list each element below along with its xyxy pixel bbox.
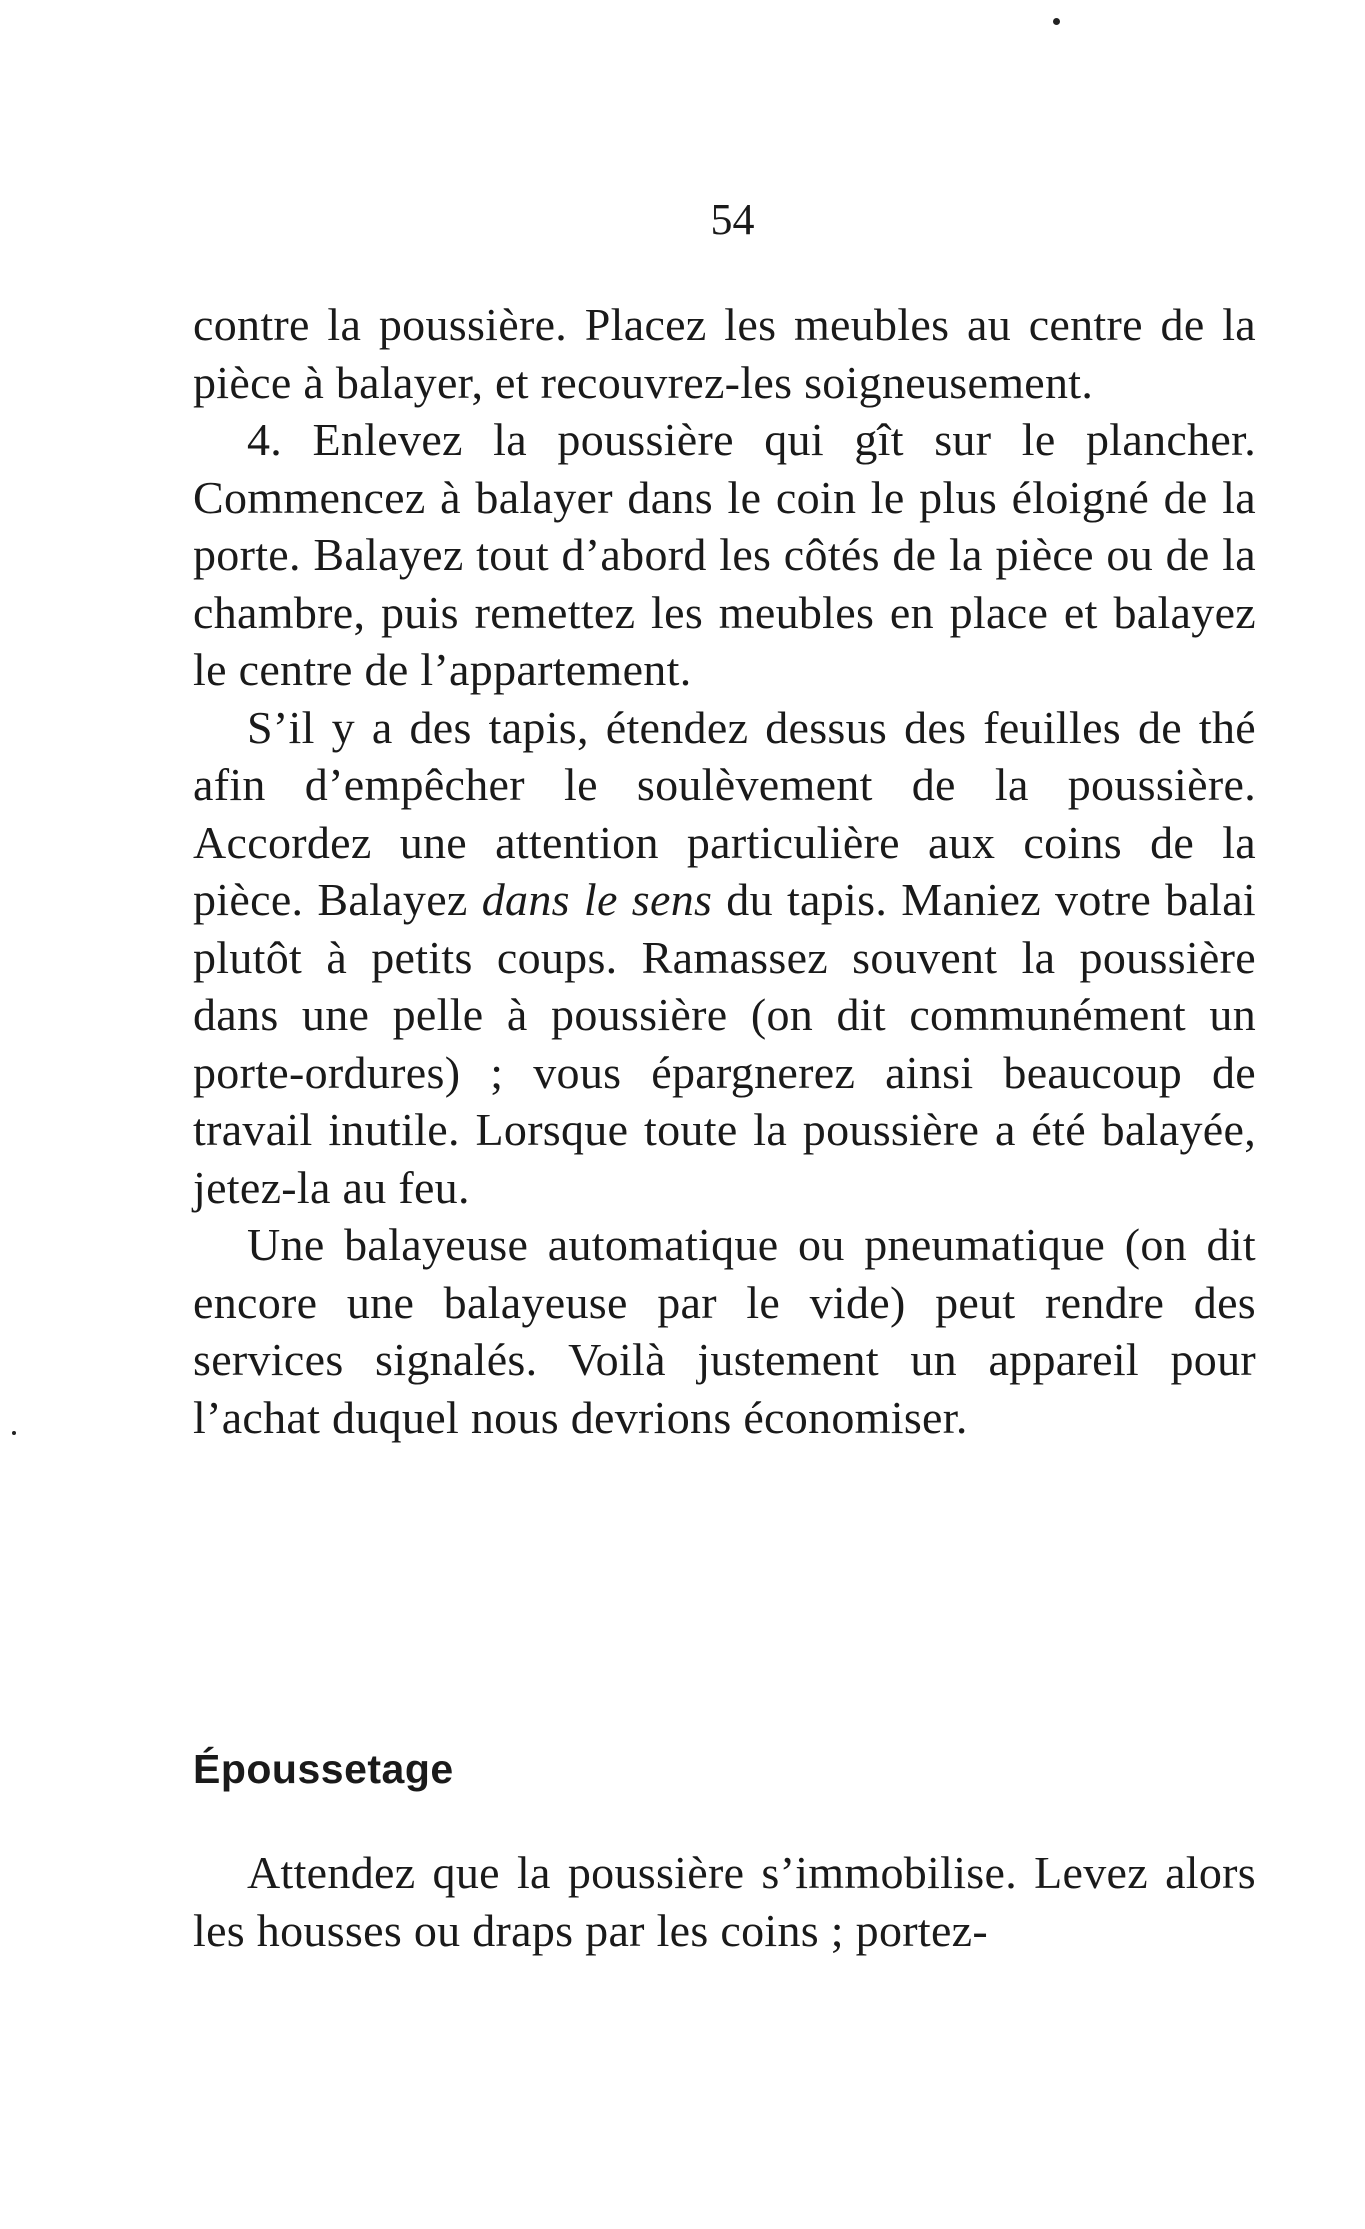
- paragraph-5: Attendez que la poussière s’immobilise. Levez alors les housses ou draps par les coins ; portez-: [193, 1847, 1256, 1956]
- body-text: [193, 296, 1256, 1446]
- paragraph-1: contre la poussière. Placez les meubles au centre de la pièce à balayer, et recouvrez-les soigneusement.: [193, 299, 1256, 408]
- paragraph-4: Une balayeuse automatique ou pneumatique (on dit encore une balayeuse par le vide) peut rendre des services signalés. Voilà justement un appareil pour l’achat duquel nous devrions économiser.: [193, 1219, 1256, 1443]
- section-heading: Époussetage: [193, 1746, 454, 1792]
- paragraph-2: 4. Enlevez la poussière qui gît sur le plancher. Commencez à balayer dans le coin le plus éloigné de la porte. Balayez tout d’abord les côtés de la pièce ou de la chambre, puis remettez les meubles en place et balayez le centre de l’appartement.: [193, 414, 1256, 695]
- ink-speck: [12, 1431, 16, 1435]
- page-number: 54: [710, 195, 755, 244]
- paragraph-3: [193, 699, 1256, 1217]
- paragraph-3-text-start: S’il y a des tapis, étendez dessus des feuilles de thé afin d’empêcher le soulèvement de la poussière. Accordez une attention particulière aux coins de la pièce. Balayez: [193, 701, 1256, 925]
- emphasis-text: dans le sens: [481, 874, 713, 925]
- paragraph-3-text-end: du tapis. Maniez votre balai plutôt à petits coups. Ramassez souvent la poussière dans une pelle à poussière (on dit communément un porte-ordures) ; vous épargnerez ainsi beaucoup de travail inutile. Lorsque toute la poussière a été balayée, jetez-la au feu.: [193, 874, 1257, 1213]
- body-text-section: [193, 1844, 1256, 1959]
- ink-speck: [1053, 18, 1060, 25]
